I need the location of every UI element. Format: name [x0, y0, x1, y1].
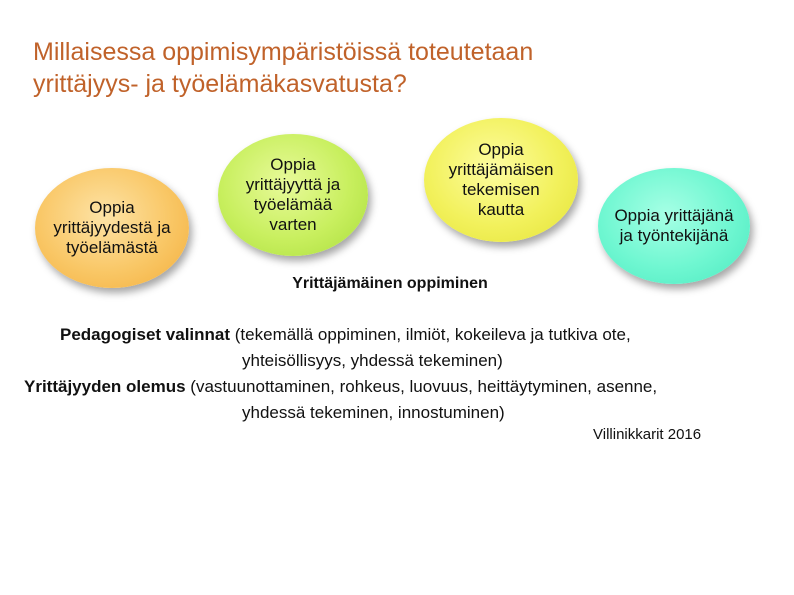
slide-title-line-2: yrittäjyys- ja työelämäkasvatusta? [33, 70, 407, 98]
bubble-learn-about-entrepreneurship: Oppia yrittäjyydestä ja työelämästä [35, 168, 189, 288]
pedagogic-line-2: yhteisöllisyys, yhdessä tekeminen) [242, 351, 503, 370]
essence-line-2: yhdessä tekeminen, innostuminen) [242, 403, 505, 422]
slide-title [33, 36, 753, 100]
center-label: Yrittäjämäinen oppiminen [292, 275, 488, 292]
slide-title-line-1: Millaisessa oppimisympäristöissä toteutetaan [33, 38, 534, 66]
essence-line-1 [18, 374, 778, 400]
essence-heading: Yrittäjyyden olemus [24, 377, 186, 396]
description-block [18, 322, 778, 426]
pedagogic-heading: Pedagogiset valinnat [60, 325, 231, 344]
bubble-learn-for-entrepreneurship: Oppia yrittäjyyttä ja työelämää varten [218, 134, 368, 256]
essence-text-1: (vastuunottaminen, rohkeus, luovuus, heittäytyminen, asenne, [185, 377, 658, 396]
source-citation: Villinikkarit 2016 [593, 426, 702, 443]
bubble-learn-as-entrepreneur: Oppia yrittäjänä ja työntekijänä [598, 168, 750, 284]
pedagogic-line-1 [18, 322, 778, 348]
pedagogic-text-1: (tekemällä oppiminen, ilmiöt, kokeileva ja tutkiva ote, [230, 325, 631, 344]
bubble-learn-through-entrepreneurial-doing: Oppia yrittäjämäisen tekemisen kautta [424, 118, 578, 242]
